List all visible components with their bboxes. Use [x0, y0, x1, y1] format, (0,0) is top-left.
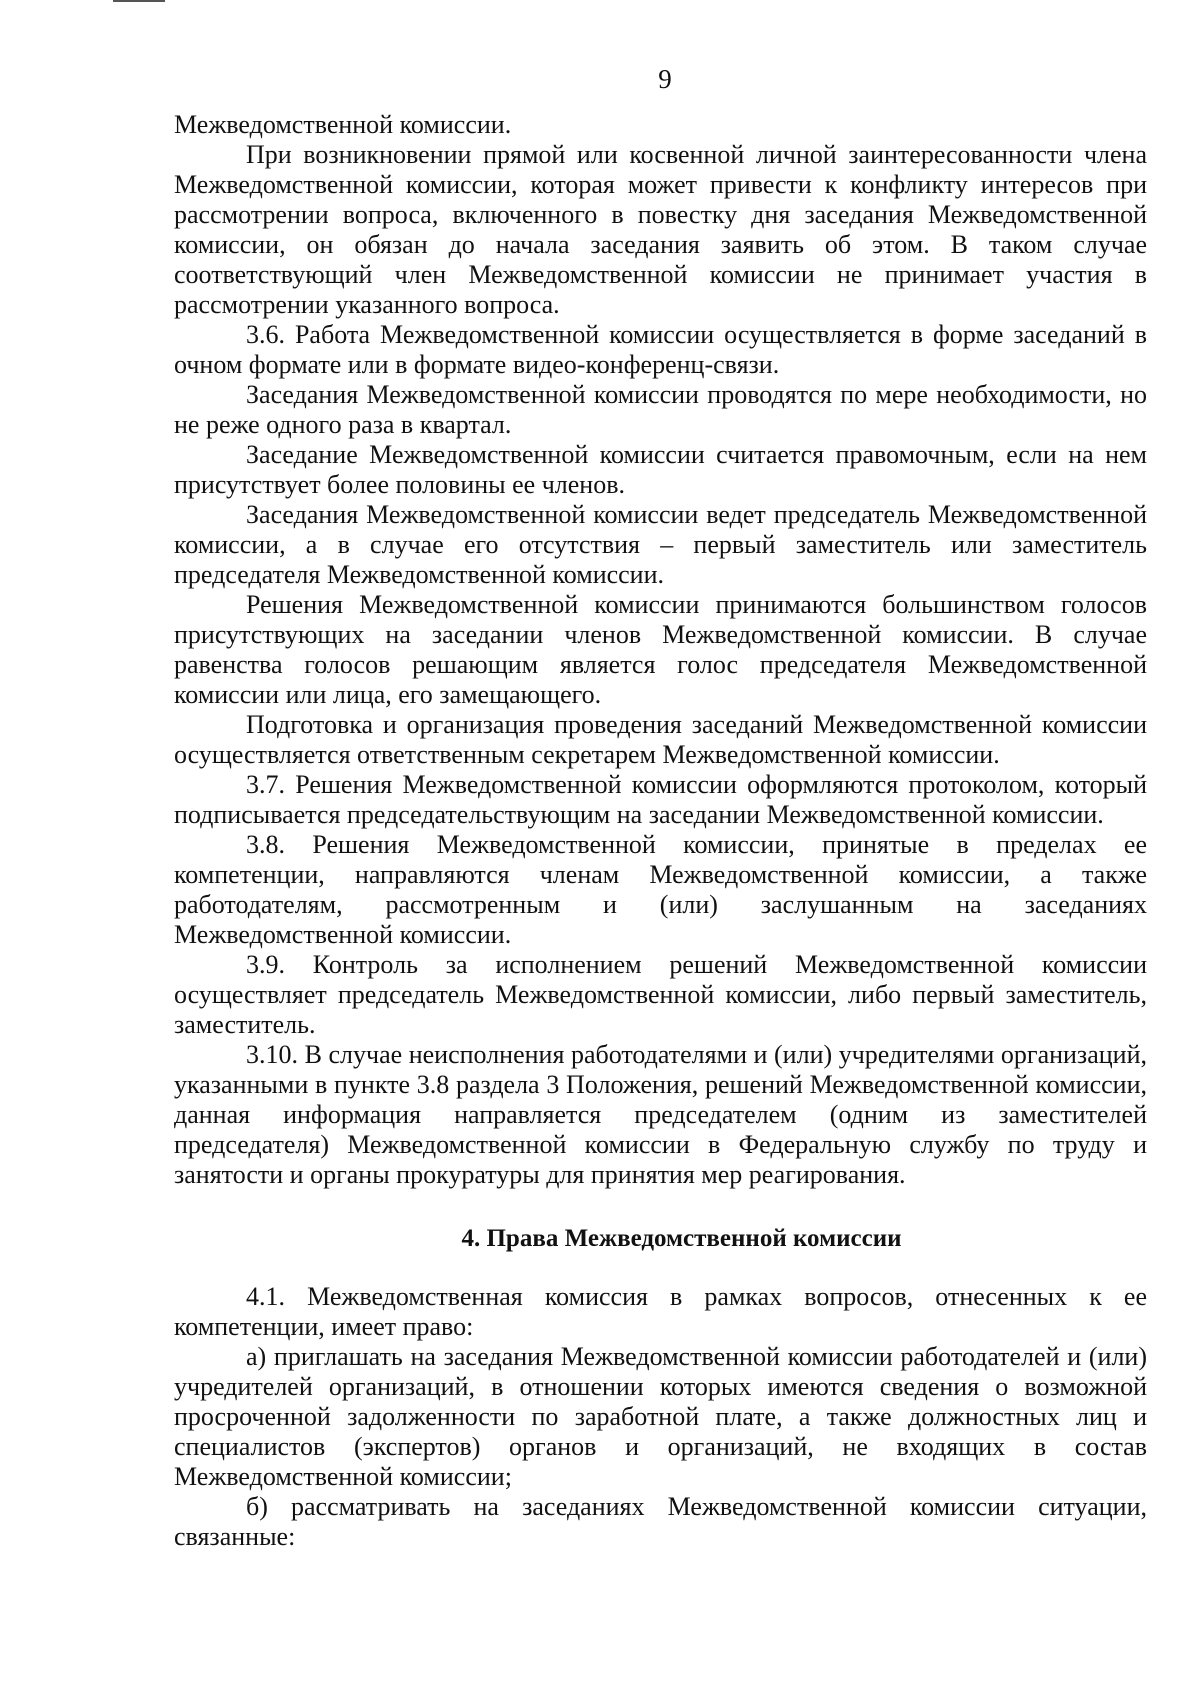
- paragraphs-bottom: [174, 1282, 1147, 1552]
- paragraph: 4.1. Межведомственная комиссия в рамках вопросов, отнесенных к ее компетенции, имеет право:: [174, 1282, 1147, 1341]
- paragraph: Решения Межведомственной комиссии принимаются большинством голосов присутствующих на заседании членов Межведомственной комиссии. В случае равенства голосов решающим является голос председателя Межведомственной комиссии или лица, его замещающего.: [174, 590, 1147, 709]
- paragraph: 3.7. Решения Межведомственной комиссии оформляются протоколом, который подписывается председательствующим на заседании Межведомственной комиссии.: [174, 770, 1147, 829]
- page-number: 9: [658, 64, 672, 94]
- paragraph: а) приглашать на заседания Межведомственной комиссии работодателей и (или) учредителей организаций, в отношении которых имеются сведения о возможной просроченной задолженности по заработной плате, а также должностных лиц и специалистов (экспертов) органов и организаций, не входящих в состав Межведомственной комиссии;: [174, 1342, 1147, 1491]
- paragraph: 3.10. В случае неисполнения работодателями и (или) учредителями организаций, указанными в пункте 3.8 раздела 3 Положения, решений Межведомственной комиссии, данная информация направляется председателем (одним из заместителей председателя) Межведомственной комиссии в Федеральную службу по труду и занятости и органы прокуратуры для принятия мер реагирования.: [174, 1040, 1147, 1189]
- paragraph: Заседание Межведомственной комиссии считается правомочным, если на нем присутствует более половины ее членов.: [174, 440, 1147, 499]
- paragraph: 3.8. Решения Межведомственной комиссии, принятые в пределах ее компетенции, направляются членам Межведомственной комиссии, а также работодателям, рассмотренным и (или) заслушанным на заседаниях Межведомственной комиссии.: [174, 830, 1147, 949]
- paragraph: Подготовка и организация проведения заседаний Межведомственной комиссии осуществляется ответственным секретарем Межведомственной комиссии.: [174, 710, 1147, 769]
- document-body: [174, 110, 1147, 1552]
- paragraph: Межведомственной комиссии.: [174, 110, 512, 139]
- paragraph: При возникновении прямой или косвенной личной заинтересованности члена Межведомственной комиссии, которая может привести к конфликту интересов при рассмотрении вопроса, включенного в повестку дня заседания Межведомственной комиссии, он обязан до начала заседания заявить об этом. В таком случае соответствующий член Межведомственной комиссии не принимает участия в рассмотрении указанного вопроса.: [174, 140, 1147, 319]
- paragraph: Заседания Межведомственной комиссии ведет председатель Межведомственной комиссии, а в случае его отсутствия – первый заместитель или заместитель председателя Межведомственной комиссии.: [174, 500, 1147, 589]
- paragraphs-top: [174, 110, 1147, 1190]
- paragraph: б) рассматривать на заседаниях Межведомственной комиссии ситуации, связанные:: [174, 1492, 1147, 1551]
- scan-edge-rule: [113, 0, 165, 2]
- paragraph: Заседания Межведомственной комиссии проводятся по мере необходимости, но не реже одного раза в квартал.: [174, 380, 1147, 439]
- section-title: 4. Права Межведомственной комиссии: [461, 1225, 902, 1252]
- paragraph: 3.9. Контроль за исполнением решений Межведомственной комиссии осуществляет председатель Межведомственной комиссии, либо первый заместитель, заместитель.: [174, 950, 1147, 1039]
- paragraph: 3.6. Работа Межведомственной комиссии осуществляется в форме заседаний в очном формате или в формате видео-конференц-связи.: [174, 320, 1147, 379]
